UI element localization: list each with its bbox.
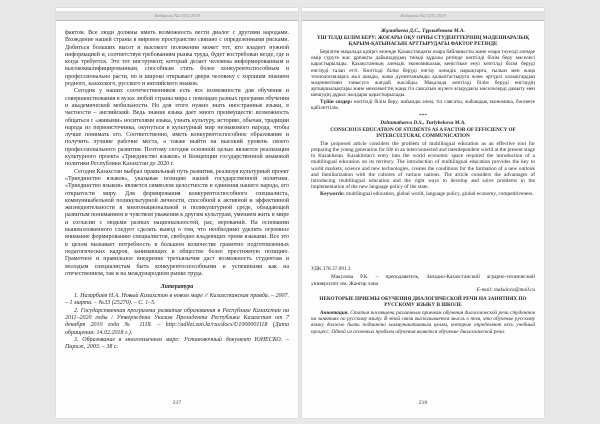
abstract-paragraph: The proposed article considers the problem of multilingual education as an effective tool for preparing the young generation for life in an interconnected and interdependent world at the present stage in Kazakhstan. Kazakhstan's entry into the world economic space required the introduction of a multilingual education on its territory. The introduction of multilingual education provides the key to world markets, science and new technologies, creates the conditions for the formation of a new outlook and familiarization with the cultures of various nations. The article considers the advantages of introducing multilingual education and the right ways to develop and solve problems in the implementation of the new language policy of the state.	[311, 140, 535, 191]
author-line: Dzhumabaeva D.S., Turlybekova M.A.	[380, 119, 466, 126]
article-title: CONSCIOUS EDUCATION OF STUDENTS AS A FACTOR OF EFFICIENCY OF INTERCULTURAL COMMUNICATION	[330, 126, 516, 140]
author-affiliation: Макулова Р.К. – преподаватель, Западно-Казахстанский аграрно-технический университет им. Жангир хана	[311, 274, 535, 287]
references-heading: Литература	[160, 284, 194, 291]
body-paragraph: фактом. Все люди должны иметь возможность вести диалог с другими народами. Вхождение нашей страны в мировое пространство связано с определенными рисками. Добиться больших высот и высокого положения может тот, кто владеет нужной информацией и, соответствуя требованиям рынка труда, будет востребован везде, где и когда требуется. Это тот инструмент, который делает человека информированным и высококвалифицированным, способным стать более конкурентоспособным и профессионально расти, но и широко открывает двери человеку с хорошим знанием родного, казахского, русского и английского языков.	[65, 30, 289, 88]
reference-item: 2. Государственная программа развития образования в Республике Казахстан на 2011–2020 годы / Утверждена Указом Президента Республики Казахстан от 7 декабря 2010 года № 1118. – http://adilet.zan.kz/rus/docs/U1000001118 (Дата обращения: 14.02.2018 г.).	[65, 307, 289, 336]
running-header: Хабаршы №2 (55) 2019	[56, 11, 298, 21]
reference-item: 3. Образование в многоязычном мире: Установочный документ ЮНЕСКО. – Париж, 2003. – 38 с.	[65, 336, 289, 351]
keywords-text: multilingual education, global world, language policy, global economy, competitiveness.	[346, 190, 534, 197]
annotation-label: Аннотация.	[320, 309, 349, 316]
keywords-line	[311, 99, 535, 111]
reference-item: 1. Назарбаев Н.А. Новый Казахстан в новом мире // Казахстанская правда. – 2007. – 1 марта. – №33 (25270). – С. 1–5.	[65, 293, 289, 307]
section-separator: ***	[419, 112, 427, 119]
article-title: НЕКОТОРЫЕ ПРИЕМЫ ОБУЧЕНИЯ ДИАЛОГИЧЕСКОЙ РЕЧИ НА ЗАНЯТИЯХ ПО РУССКОМУ ЯЗЫКУ В ШКОЛЕ	[319, 296, 527, 309]
keywords-text: көптілді білім беру, жаһанды әлем, тіл саясаты, жаһандық экономика, бәсекеге қабілеттілік.	[311, 99, 535, 112]
right-page	[302, 8, 544, 418]
email-line: E-mail: makulova@mail.ru	[476, 286, 535, 293]
page-number: 218	[418, 400, 428, 406]
annotation-text: Статья посвящена различным приемам обучения диалогической речи студентов на занятиях по русскому языку. В этой связи высказывается мысль о том, что обучение русскому языку должно быть подчинено коммуникативным целям, которые определяют весь учебный процесс. Одной из основных проблем обучения является обучение диалогической речи.	[311, 309, 535, 335]
author-line: Жұмабаева Д.С., Тұрлыбекова М.А.	[381, 28, 465, 34]
article-title: ҮШ ТІЛДІ БІЛІМ БЕРУ: ЖОҒАРЫ ОҚУ ОРНЫ СТУДЕНТТЕРІНІҢ МӘДЕНИАРАЛЫҚ ҚАРЫМ-ҚАТЫНАСЫН АРТТЫРУДАҒЫ ФАКТОР РЕТІНДЕ	[316, 35, 530, 48]
keywords-line	[311, 191, 535, 197]
keywords-label: Keywords:	[320, 190, 345, 197]
article-summary-block	[311, 28, 535, 197]
keywords-label: Түйін сөздер:	[320, 99, 353, 106]
running-header: Хабаршы №2 (55) 2019	[302, 11, 544, 21]
annotation-paragraph	[311, 310, 535, 335]
left-page	[56, 8, 298, 418]
left-page-body	[65, 30, 289, 351]
page-number: 217	[172, 400, 182, 406]
abstract-paragraph: Берілген мақалада қазіргі кезеңде Қазақстандағы өзара байланысты және өзара тәуелді әлемде өмір сүруге жас ұрпақты дайындаудың тиімді құралы ретінде көптілді білім беру мәселесі қарастырылады. Қазақстанның әлемдік экономикалық кеңістікке енуі көптілді білім беруді енгізуді талап етті. Көптілді білім беруді енгізу әлемдік нарықтарға, ғылым мен жаңа технологияларға жол ашады, жаңа дүниетанымды қалыптастыруға және әртүрлі халықтардың мәдениетімен танысуға жағдай жасайды. Мақалада көптілді білім беруді енгізудің артықшылықтары және мемлекеттің жаңа тіл саясатын жүзеге асырудағы мәселелерді дамыту мен шешудің дұрыс жолдары қарастырылады.	[311, 49, 535, 99]
body-paragraph: Сегодня Казахстан выбрал правильный путь развития, реализуя культурный проект «Триединство языков», указывая позицию нашей государственной политики. «Триединство языков» является символом целостности и единения нашего народа, его открытости миру. Для формирования конкурентоспособного специалиста, коммуникабельной поликультурной личности, способной к активной и эффективной жизнедеятельности в многонациональной и поликультурной среде, обладающей развитым пониманием и чувством уважения к другим культурам, умением жить в мире и согласии с людьми разных национальностей, рас, верований. На основании вышеизложенного следует сделать вывод о том, что необходимо уделить огромное внимание формированию специалистов, свободно владеющих тремя языками. Все это в целом вызывает потребность в большом количестве грамотно подготовленных педагогических кадров, занимающих в обществе более престижную позицию. Грамотное и правильное внедрение трехъязычия даст возможность студентам и молодым специалистам быть конкурентоспособными и успешными как на отечественном, так и на международном рынке труда.	[65, 168, 289, 277]
udc-line: УДК 378.37.091.3	[311, 266, 351, 272]
body-paragraph: Сегодня у наших соотечественников есть все возможности для обучения и совершенствования в вузах любой страны мира с помощью разных программ обучения и академической мобильности. Но для этого нужно знать иностранные языки, в частности – английский. Ведь знание языка дает много преимуществ: возможность общаться с «живыми» носителями языка, узнать культуру, историю, обычаи, традиции народа из первоисточника, окунуться в культурный мир незнакомого народа, чтобы лучше понимать его. Соответственно, иметь конкурентоспособное образование и получить лучшие рабочие места, а также выйти на высокий уровень своего профессионального развития. Поэтому сегодня основной целью является реализация культурного проекта «Триединство языков» и Концепции государственной языковой политики Республики Казахстан до 2020 г.	[65, 88, 289, 168]
next-article-block	[311, 266, 535, 335]
